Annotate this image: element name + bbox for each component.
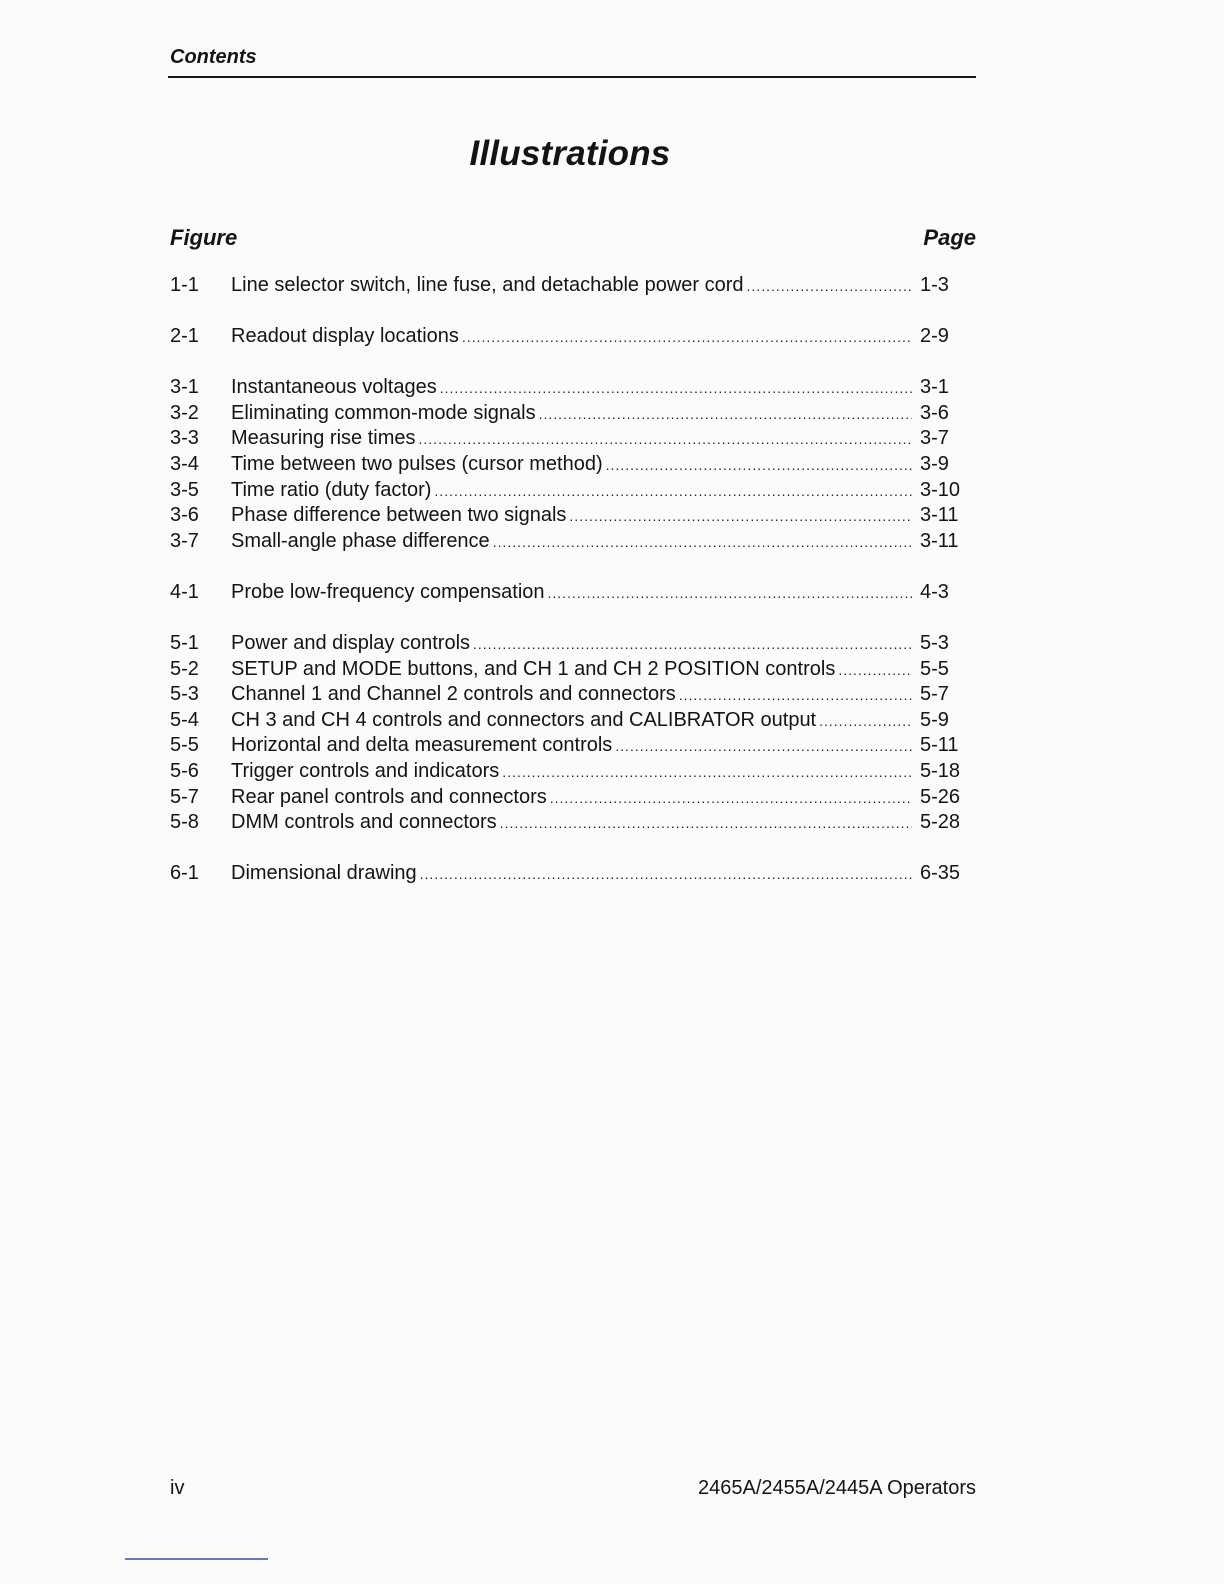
list-item bbox=[170, 708, 970, 734]
scan-artifact-line bbox=[125, 1558, 268, 1560]
dot-leader bbox=[747, 274, 912, 300]
dot-leader bbox=[502, 760, 912, 786]
figure-title: Measuring rise times bbox=[231, 427, 416, 450]
running-head: Contents bbox=[170, 46, 257, 68]
figure-number: 5-3 bbox=[170, 683, 199, 706]
page-reference: 2-9 bbox=[920, 325, 949, 348]
page-reference: 5-18 bbox=[920, 759, 961, 782]
figure-number: 5-8 bbox=[170, 811, 199, 834]
figure-number: 5-1 bbox=[170, 631, 199, 654]
dot-leader bbox=[569, 504, 912, 530]
figure-number: 1-1 bbox=[170, 274, 199, 296]
dot-leader bbox=[838, 658, 912, 684]
figure-title: Instantaneous voltages bbox=[231, 376, 437, 399]
figure-title: Horizontal and delta measurement controls bbox=[231, 734, 613, 757]
page-reference: 3-11 bbox=[920, 504, 959, 527]
page-reference: 5-11 bbox=[920, 734, 959, 757]
figure-number: 5-7 bbox=[170, 785, 199, 808]
figure-title: Line selector switch, line fuse, and detachable power cord bbox=[231, 274, 744, 296]
list-item bbox=[170, 785, 970, 811]
entry-group bbox=[170, 580, 970, 606]
figure-number: 3-1 bbox=[170, 376, 199, 399]
list-item bbox=[170, 478, 970, 504]
figure-number: 5-2 bbox=[170, 657, 199, 680]
dot-leader bbox=[434, 479, 912, 505]
figure-title: Power and display controls bbox=[231, 631, 471, 654]
dot-leader bbox=[606, 453, 912, 479]
footer-page-number: iv bbox=[170, 1477, 185, 1499]
figure-number: 3-4 bbox=[170, 452, 199, 475]
dot-leader bbox=[615, 734, 912, 760]
figure-title: Probe low-frequency compensation bbox=[231, 580, 545, 603]
figure-title: Readout display locations bbox=[231, 325, 459, 348]
list-item bbox=[170, 657, 970, 683]
page-reference: 3-9 bbox=[920, 452, 949, 475]
list-item bbox=[170, 426, 970, 452]
header-rule bbox=[168, 76, 976, 78]
figure-number: 6-1 bbox=[170, 862, 199, 885]
dot-leader bbox=[420, 862, 912, 888]
list-item bbox=[170, 580, 970, 606]
list-item bbox=[170, 682, 970, 708]
figure-number: 3-2 bbox=[170, 401, 199, 424]
list-item bbox=[170, 503, 970, 529]
page-reference: 3-6 bbox=[920, 401, 949, 424]
column-header-page: Page bbox=[923, 225, 976, 250]
page-reference: 5-3 bbox=[920, 631, 949, 654]
page-title: Illustrations bbox=[469, 134, 671, 173]
list-item bbox=[170, 733, 970, 759]
figure-number: 2-1 bbox=[170, 325, 199, 348]
figure-title: Trigger controls and indicators bbox=[231, 759, 500, 782]
figure-number: 3-3 bbox=[170, 427, 199, 450]
page-reference: 5-9 bbox=[920, 708, 949, 731]
column-header-figure: Figure bbox=[170, 225, 238, 250]
entry-group bbox=[170, 631, 970, 836]
figure-title: Small-angle phase difference bbox=[231, 529, 490, 552]
list-item bbox=[170, 273, 970, 299]
list-item bbox=[170, 631, 970, 657]
figure-number: 5-6 bbox=[170, 759, 199, 782]
page-reference: 6-35 bbox=[920, 862, 961, 885]
dot-leader bbox=[473, 632, 912, 658]
page-reference: 4-3 bbox=[920, 580, 949, 603]
figure-number: 3-5 bbox=[170, 478, 199, 501]
dot-leader bbox=[550, 786, 912, 812]
figure-title: Rear panel controls and connectors bbox=[231, 785, 547, 808]
figure-title: Time between two pulses (cursor method) bbox=[231, 452, 603, 475]
entry-group bbox=[170, 375, 970, 554]
page-reference: 5-5 bbox=[920, 657, 949, 680]
dot-leader bbox=[500, 811, 912, 837]
figure-title: DMM controls and connectors bbox=[231, 811, 497, 834]
list-item bbox=[170, 401, 970, 427]
page-reference: 3-7 bbox=[920, 427, 949, 450]
illustrations-list bbox=[170, 273, 970, 912]
dot-leader bbox=[539, 402, 912, 428]
list-item bbox=[170, 529, 970, 555]
figure-title: Eliminating common-mode signals bbox=[231, 401, 536, 424]
figure-number: 3-7 bbox=[170, 529, 199, 552]
figure-number: 3-6 bbox=[170, 504, 199, 527]
figure-title: CH 3 and CH 4 controls and connectors and CALIBRATOR output bbox=[231, 708, 817, 731]
dot-leader bbox=[819, 709, 912, 735]
figure-number: 5-5 bbox=[170, 734, 199, 757]
dot-leader bbox=[679, 683, 912, 709]
figure-title: SETUP and MODE buttons, and CH 1 and CH 2 POSITION controls bbox=[231, 657, 836, 680]
figure-number: 5-4 bbox=[170, 708, 199, 731]
dot-leader bbox=[548, 581, 912, 607]
page-reference: 3-11 bbox=[920, 529, 959, 552]
list-item bbox=[170, 861, 970, 887]
list-item bbox=[170, 810, 970, 836]
page-reference: 5-28 bbox=[920, 811, 961, 834]
page-reference: 3-1 bbox=[920, 376, 949, 399]
figure-number: 4-1 bbox=[170, 580, 199, 603]
figure-title: Time ratio (duty factor) bbox=[231, 478, 432, 501]
page-reference: 5-7 bbox=[920, 683, 949, 706]
page-reference: 5-26 bbox=[920, 785, 961, 808]
entry-group bbox=[170, 324, 970, 350]
entry-group bbox=[170, 861, 970, 887]
list-item bbox=[170, 375, 970, 401]
entry-group bbox=[170, 273, 970, 299]
footer-manual-title: 2465A/2455A/2445A Operators bbox=[698, 1477, 976, 1499]
dot-leader bbox=[440, 376, 912, 402]
dot-leader bbox=[493, 530, 912, 556]
list-item bbox=[170, 452, 970, 478]
figure-title: Phase difference between two signals bbox=[231, 504, 567, 527]
figure-title: Channel 1 and Channel 2 controls and connectors bbox=[231, 683, 676, 706]
dot-leader bbox=[419, 427, 912, 453]
list-item bbox=[170, 759, 970, 785]
dot-leader bbox=[462, 325, 912, 351]
figure-title: Dimensional drawing bbox=[231, 862, 417, 885]
page-reference: 3-10 bbox=[920, 478, 961, 501]
list-item bbox=[170, 324, 970, 350]
page-reference: 1-3 bbox=[920, 274, 949, 296]
